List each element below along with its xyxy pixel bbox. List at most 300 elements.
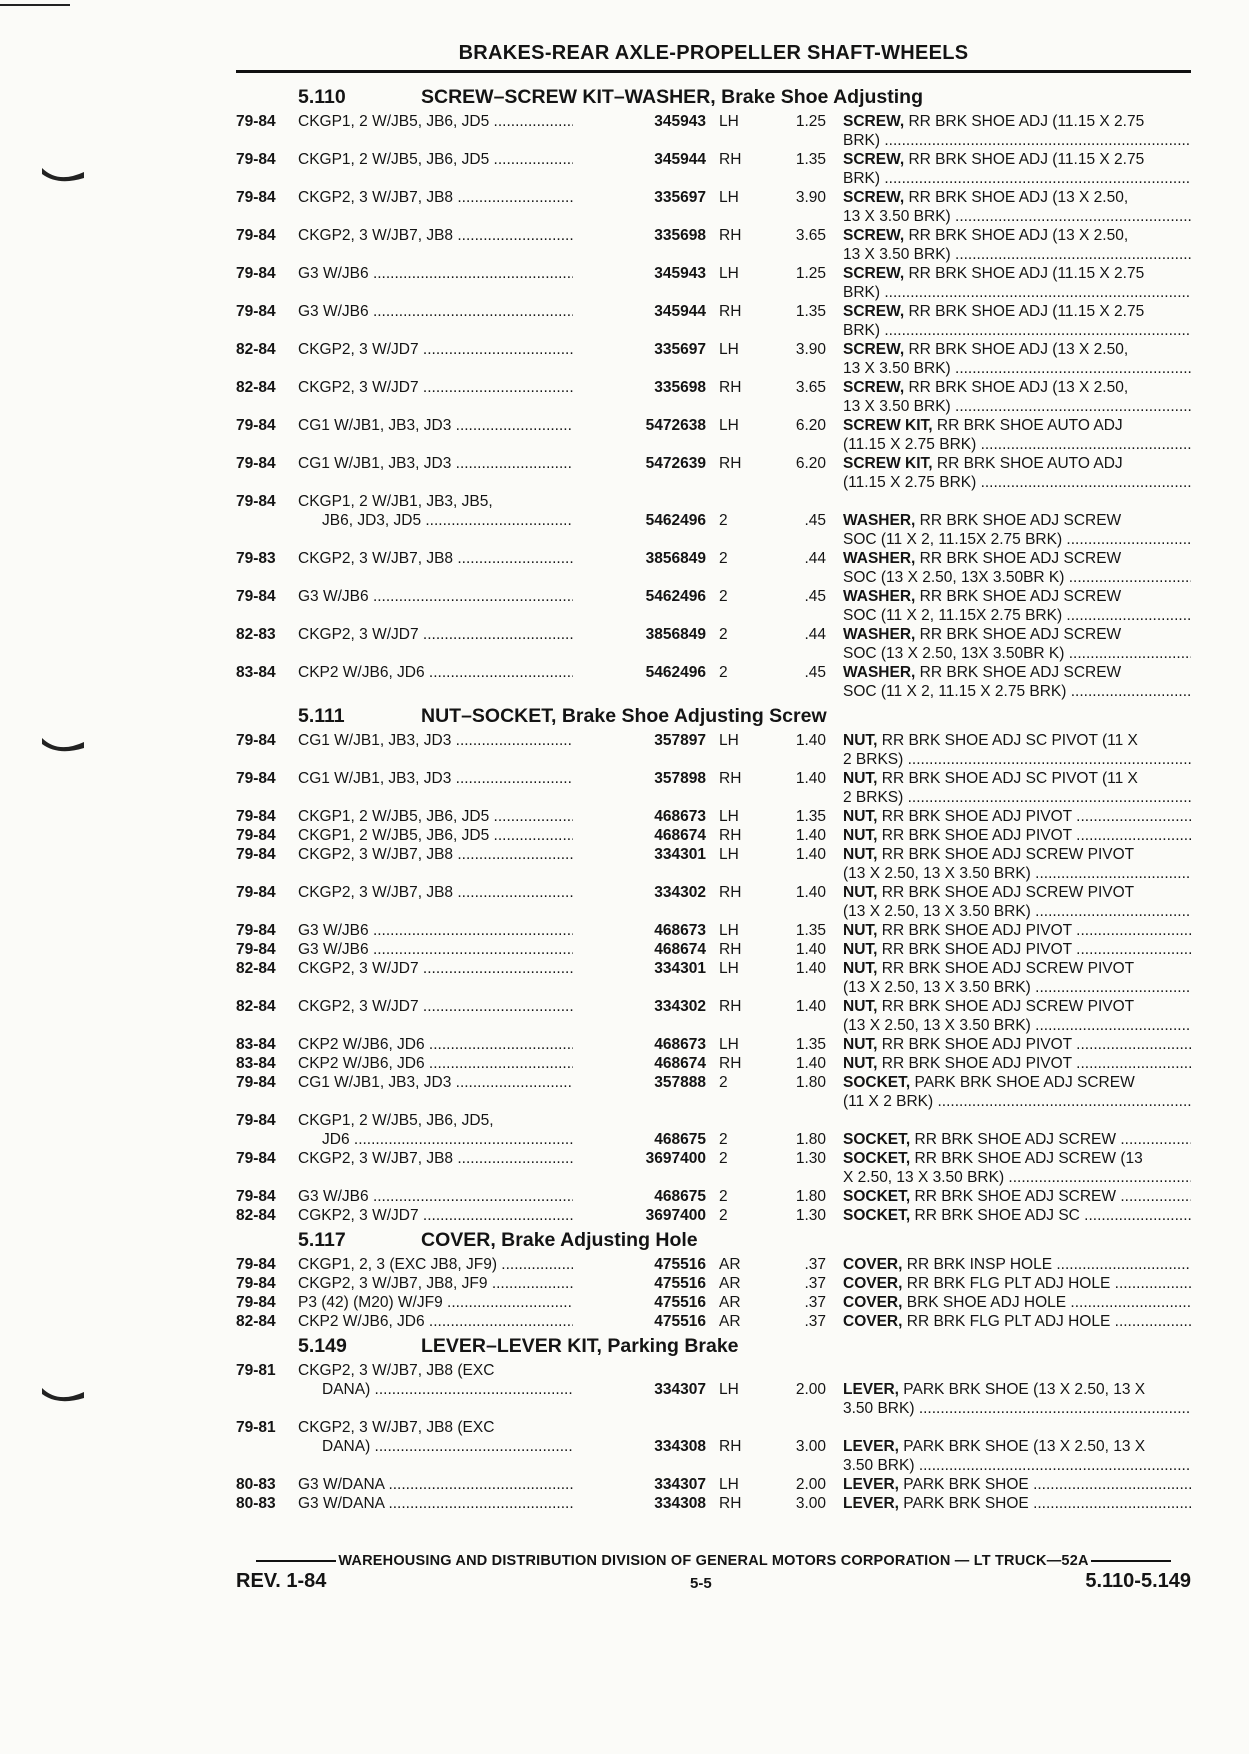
description-keyword: COVER, xyxy=(843,1313,903,1330)
application-line: CKGP2, 3 W/JD7 ..... xyxy=(298,378,573,397)
part-number: 345944 xyxy=(654,151,706,168)
description xyxy=(843,1206,1191,1225)
table-row xyxy=(236,112,1191,150)
description xyxy=(843,845,1191,883)
quantity: 2 xyxy=(719,588,728,605)
model-years: 82-83 xyxy=(236,626,276,643)
application xyxy=(298,1361,573,1399)
part-number: 335698 xyxy=(654,379,706,396)
table-row xyxy=(236,264,1191,302)
description-line xyxy=(843,826,1191,845)
description-keyword: WASHER, xyxy=(843,550,916,567)
description-text: RR BRK SHOE ADJ SCREW PIVOT xyxy=(881,884,1135,901)
application xyxy=(298,769,573,788)
quantity: AR xyxy=(719,1256,741,1273)
application-line: JD6 ..... xyxy=(298,1130,573,1149)
description-keyword: SOCKET, xyxy=(843,1150,911,1167)
description-text: PARK BRK SHOE xyxy=(903,1495,1029,1512)
price: .44 xyxy=(804,626,826,643)
description xyxy=(843,959,1191,997)
description-keyword: NUT, xyxy=(843,884,878,901)
description-line xyxy=(843,340,1191,359)
description-text: RR BRK SHOE ADJ PIVOT xyxy=(881,808,1072,825)
quantity: LH xyxy=(719,808,739,825)
description-text: RR BRK SHOE ADJ SCREW xyxy=(919,588,1122,605)
description-text: RR BRK SHOE ADJ SCREW PIVOT xyxy=(881,998,1135,1015)
description-keyword: SOCKET, xyxy=(843,1207,911,1224)
quantity: RH xyxy=(719,884,742,901)
part-number: 335697 xyxy=(654,341,706,358)
price: 1.40 xyxy=(795,846,826,863)
description xyxy=(843,1073,1191,1111)
description-text: RR BRK SHOE ADJ PIVOT xyxy=(881,922,1072,939)
description-line xyxy=(843,435,1191,454)
description-text: 3.50 BRK) xyxy=(843,1457,915,1474)
description-line xyxy=(843,1168,1191,1187)
binder-hole-icon xyxy=(40,162,86,184)
price: 1.40 xyxy=(795,1055,826,1072)
description-text: RR BRK INSP HOLE xyxy=(906,1256,1053,1273)
quantity: LH xyxy=(719,922,739,939)
application-line: CGKP2, 3 W/JD7 ..... xyxy=(298,1206,573,1225)
model-years: 83-84 xyxy=(236,1036,276,1053)
price: 1.40 xyxy=(795,960,826,977)
binder-hole-icon xyxy=(40,1382,86,1404)
description-keyword: SCREW KIT, xyxy=(843,417,933,434)
description-text: PARK BRK SHOE (13 X 2.50, 13 X xyxy=(903,1438,1146,1455)
description-line xyxy=(843,283,1191,302)
model-years: 79-84 xyxy=(236,1150,276,1167)
model-years: 83-84 xyxy=(236,1055,276,1072)
description-line xyxy=(843,1149,1191,1168)
application xyxy=(298,492,573,530)
description-line xyxy=(843,359,1191,378)
section-title: COVER, Brake Adjusting Hole xyxy=(421,1229,698,1251)
description-keyword: COVER, xyxy=(843,1275,903,1292)
application-line: JB6, JD3, JD5 ..... xyxy=(298,511,573,530)
table-row xyxy=(236,1361,1191,1418)
description-line xyxy=(843,473,1191,492)
application xyxy=(298,1111,573,1149)
description-text: 2 BRKS) xyxy=(843,751,904,768)
page-header: BRAKES-REAR AXLE-PROPELLER SHAFT-WHEELS xyxy=(458,42,969,64)
description-text: 13 X 3.50 BRK) xyxy=(843,360,951,377)
description xyxy=(843,731,1191,769)
quantity: 2 xyxy=(719,1131,728,1148)
application xyxy=(298,1293,573,1312)
model-years: 82-84 xyxy=(236,998,276,1015)
description-line xyxy=(843,682,1191,701)
description-line xyxy=(843,807,1191,826)
application xyxy=(298,264,573,283)
table-row xyxy=(236,625,1191,663)
table-row xyxy=(236,807,1191,826)
description-keyword: NUT, xyxy=(843,732,878,749)
description-line xyxy=(843,454,1191,473)
quantity: RH xyxy=(719,303,742,320)
description-text: RR BRK SHOE AUTO ADJ xyxy=(936,455,1123,472)
description-line xyxy=(843,1399,1191,1418)
description-keyword: SCREW, xyxy=(843,151,905,168)
model-years: 79-84 xyxy=(236,1294,276,1311)
binder-hole-icon xyxy=(40,732,86,754)
section-number: 5.111 xyxy=(298,705,345,727)
model-years: 79-84 xyxy=(236,493,276,510)
application xyxy=(298,454,573,473)
description-line xyxy=(843,750,1191,769)
description-line xyxy=(843,864,1191,883)
price: 6.20 xyxy=(795,455,826,472)
application xyxy=(298,1312,573,1331)
part-number: 334302 xyxy=(654,884,706,901)
description-text: PARK BRK SHOE ADJ SCREW xyxy=(914,1074,1135,1091)
description-keyword: SCREW, xyxy=(843,189,905,206)
price: 1.35 xyxy=(795,808,826,825)
price: 3.00 xyxy=(795,1495,826,1512)
table-row xyxy=(236,340,1191,378)
description-keyword: SOCKET, xyxy=(843,1074,911,1091)
part-number: 334308 xyxy=(654,1438,706,1455)
description-text: RR BRK SHOE ADJ SC PIVOT (11 X xyxy=(881,732,1138,749)
part-number: 357888 xyxy=(654,1074,706,1091)
model-years: 79-84 xyxy=(236,189,276,206)
application-line: CKP2 W/JB6, JD6 ..... xyxy=(298,1312,573,1331)
application xyxy=(298,1187,573,1206)
section-heading xyxy=(236,701,1191,731)
application-line: CKGP2, 3 W/JD7 ..... xyxy=(298,625,573,644)
quantity: LH xyxy=(719,846,739,863)
description xyxy=(843,302,1191,340)
application-line: CKGP1, 2 W/JB5, JB6, JD5 ..... xyxy=(298,150,573,169)
price: 1.40 xyxy=(795,770,826,787)
description-line xyxy=(843,788,1191,807)
description-text: BRK) xyxy=(843,322,881,339)
description-text: RR BRK SHOE ADJ SCREW xyxy=(919,626,1122,643)
parts-catalog xyxy=(236,82,1191,1513)
quantity: LH xyxy=(719,189,739,206)
description-line xyxy=(843,769,1191,788)
application-line: CKGP2, 3 W/JB7, JB8 ..... xyxy=(298,1149,573,1168)
description xyxy=(843,1130,1191,1149)
model-years: 79-84 xyxy=(236,265,276,282)
part-number: 334302 xyxy=(654,998,706,1015)
table-row xyxy=(236,959,1191,997)
application xyxy=(298,226,573,245)
table-row xyxy=(236,587,1191,625)
description-line xyxy=(843,112,1191,131)
description xyxy=(843,264,1191,302)
application-line: CKGP1, 2, 3 (EXC JB8, JF9) ..... xyxy=(298,1255,573,1274)
section-heading xyxy=(236,1331,1191,1361)
description-text: BRK) xyxy=(843,284,881,301)
application xyxy=(298,1255,573,1274)
description xyxy=(843,416,1191,454)
application-line: CKGP1, 2 W/JB1, JB3, JB5, xyxy=(298,493,493,510)
price: 1.30 xyxy=(795,1150,826,1167)
section-title: NUT–SOCKET, Brake Shoe Adjusting Screw xyxy=(421,705,827,727)
description-text: RR BRK SHOE ADJ SCREW xyxy=(919,664,1122,681)
table-row xyxy=(236,1149,1191,1187)
description-keyword: LEVER, xyxy=(843,1495,899,1512)
part-number: 3697400 xyxy=(645,1207,706,1224)
description-text: SOC (13 X 2.50, 13X 3.50BR K) xyxy=(843,645,1065,662)
application xyxy=(298,302,573,321)
model-years: 79-84 xyxy=(236,588,276,605)
price: 1.40 xyxy=(795,998,826,1015)
description-text: 13 X 3.50 BRK) xyxy=(843,398,951,415)
model-years: 79-84 xyxy=(236,941,276,958)
table-row xyxy=(236,1475,1191,1494)
quantity: LH xyxy=(719,417,739,434)
description-keyword: SOCKET, xyxy=(843,1131,911,1148)
part-number: 468674 xyxy=(654,827,706,844)
model-years: 83-84 xyxy=(236,664,276,681)
application-line: DANA) ..... xyxy=(298,1380,573,1399)
model-years: 79-81 xyxy=(236,1419,276,1436)
description xyxy=(843,1293,1191,1312)
description-line xyxy=(843,1206,1191,1225)
description-text: RR BRK SHOE ADJ PIVOT xyxy=(881,827,1072,844)
quantity: LH xyxy=(719,960,739,977)
description-line xyxy=(843,397,1191,416)
description xyxy=(843,188,1191,226)
table-row xyxy=(236,1073,1191,1111)
page-number: 5-5 xyxy=(690,1575,712,1592)
description-text: 13 X 3.50 BRK) xyxy=(843,246,951,263)
quantity: RH xyxy=(719,227,742,244)
quantity: LH xyxy=(719,341,739,358)
description xyxy=(843,1149,1191,1187)
application-line: CKP2 W/JB6, JD6 ..... xyxy=(298,1035,573,1054)
table-row xyxy=(236,769,1191,807)
application-line: CKGP1, 2 W/JB5, JB6, JD5 ..... xyxy=(298,807,573,826)
description-line xyxy=(843,1274,1191,1293)
table-row xyxy=(236,845,1191,883)
description xyxy=(843,1437,1191,1475)
quantity: LH xyxy=(719,1381,739,1398)
description xyxy=(843,1054,1191,1073)
description-line xyxy=(843,169,1191,188)
quantity: RH xyxy=(719,827,742,844)
description-line xyxy=(843,150,1191,169)
table-row xyxy=(236,1312,1191,1331)
section-number: 5.149 xyxy=(298,1335,347,1357)
description-keyword: SOCKET, xyxy=(843,1188,911,1205)
part-number: 3697400 xyxy=(645,1150,706,1167)
model-years: 79-84 xyxy=(236,1112,276,1129)
application xyxy=(298,826,573,845)
description-text: PARK BRK SHOE xyxy=(903,1476,1029,1493)
part-number: 357898 xyxy=(654,770,706,787)
application-line: CG1 W/JB1, JB3, JD3 ..... xyxy=(298,1073,573,1092)
application-line: CKGP2, 3 W/JD7 ..... xyxy=(298,340,573,359)
part-number: 345943 xyxy=(654,265,706,282)
description-line xyxy=(843,625,1191,644)
application xyxy=(298,112,573,131)
application xyxy=(298,1206,573,1225)
section-title: LEVER–LEVER KIT, Parking Brake xyxy=(421,1335,739,1357)
price: 1.80 xyxy=(795,1074,826,1091)
price: 1.35 xyxy=(795,151,826,168)
description-line xyxy=(843,302,1191,321)
price: .37 xyxy=(804,1275,826,1292)
table-row xyxy=(236,826,1191,845)
description xyxy=(843,1035,1191,1054)
section-number: 5.117 xyxy=(298,1229,346,1251)
description-keyword: SCREW, xyxy=(843,265,905,282)
application-line: CG1 W/JB1, JB3, JD3 ..... xyxy=(298,769,573,788)
description-text: SOC (11 X 2, 11.15X 2.75 BRK) xyxy=(843,531,1063,548)
application xyxy=(298,940,573,959)
quantity: LH xyxy=(719,1476,739,1493)
application-line: DANA) ..... xyxy=(298,1437,573,1456)
part-number: 468673 xyxy=(654,1036,706,1053)
description-line xyxy=(843,1380,1191,1399)
application xyxy=(298,150,573,169)
application-line: CKP2 W/JB6, JD6 ..... xyxy=(298,663,573,682)
table-row xyxy=(236,549,1191,587)
description-line xyxy=(843,264,1191,283)
description-text: X 2.50, 13 X 3.50 BRK) xyxy=(843,1169,1005,1186)
application xyxy=(298,1418,573,1456)
description-text: (13 X 2.50, 13 X 3.50 BRK) xyxy=(843,1017,1031,1034)
part-number: 334307 xyxy=(654,1381,706,1398)
header-rule xyxy=(236,70,1191,73)
quantity: RH xyxy=(719,941,742,958)
application-line: CKGP2, 3 W/JB7, JB8 ..... xyxy=(298,883,573,902)
part-number: 345943 xyxy=(654,113,706,130)
description-text: (13 X 2.50, 13 X 3.50 BRK) xyxy=(843,979,1031,996)
description-text: RR BRK SHOE ADJ (11.15 X 2.75 xyxy=(908,151,1145,168)
quantity: AR xyxy=(719,1313,741,1330)
description-text: RR BRK SHOE ADJ SCREW xyxy=(919,512,1122,529)
table-row xyxy=(236,940,1191,959)
description-keyword: COVER, xyxy=(843,1256,903,1273)
description xyxy=(843,150,1191,188)
application xyxy=(298,1494,573,1513)
model-years: 80-83 xyxy=(236,1476,276,1493)
description-keyword: COVER, xyxy=(843,1294,903,1311)
description xyxy=(843,826,1191,845)
description-text: RR BRK SHOE ADJ SCREW PIVOT xyxy=(881,846,1135,863)
description xyxy=(843,549,1191,587)
part-number: 468675 xyxy=(654,1188,706,1205)
application xyxy=(298,1035,573,1054)
description-text: RR BRK SHOE ADJ (11.15 X 2.75 xyxy=(908,265,1145,282)
quantity: RH xyxy=(719,379,742,396)
application xyxy=(298,1073,573,1092)
model-years: 79-84 xyxy=(236,1188,276,1205)
description-keyword: NUT, xyxy=(843,998,878,1015)
application xyxy=(298,663,573,682)
description-line xyxy=(843,1092,1191,1111)
description xyxy=(843,454,1191,492)
description-line xyxy=(843,845,1191,864)
description-line xyxy=(843,1255,1191,1274)
part-number: 334307 xyxy=(654,1476,706,1493)
price: 1.25 xyxy=(795,113,826,130)
description-text: RR BRK FLG PLT ADJ HOLE xyxy=(906,1275,1111,1292)
price: .45 xyxy=(804,512,826,529)
application-line: G3 W/DANA ..... xyxy=(298,1494,573,1513)
part-number: 334301 xyxy=(654,846,706,863)
application-line: CG1 W/JB1, JB3, JD3 ..... xyxy=(298,416,573,435)
description-text: RR BRK SHOE ADJ SC PIVOT (11 X xyxy=(881,770,1138,787)
description-text: (13 X 2.50, 13 X 3.50 BRK) xyxy=(843,903,1031,920)
table-row xyxy=(236,378,1191,416)
application xyxy=(298,416,573,435)
description-line xyxy=(843,549,1191,568)
table-row xyxy=(236,1418,1191,1475)
application-line: CKGP2, 3 W/JB7, JB8 ..... xyxy=(298,549,573,568)
table-row xyxy=(236,150,1191,188)
description-keyword: LEVER, xyxy=(843,1476,899,1493)
table-row xyxy=(236,1274,1191,1293)
description-line xyxy=(843,1494,1191,1513)
description-keyword: WASHER, xyxy=(843,588,916,605)
application xyxy=(298,378,573,397)
table-row xyxy=(236,416,1191,454)
application xyxy=(298,959,573,978)
quantity: RH xyxy=(719,455,742,472)
part-number: 5462496 xyxy=(645,588,706,605)
model-years: 79-84 xyxy=(236,808,276,825)
model-years: 79-84 xyxy=(236,1074,276,1091)
price: 3.90 xyxy=(795,341,826,358)
quantity: RH xyxy=(719,1055,742,1072)
description-text: RR BRK SHOE ADJ (13 X 2.50, xyxy=(908,189,1129,206)
description-keyword: NUT, xyxy=(843,846,878,863)
price: .37 xyxy=(804,1256,826,1273)
description-line xyxy=(843,587,1191,606)
application xyxy=(298,340,573,359)
description-line xyxy=(843,883,1191,902)
description-keyword: NUT, xyxy=(843,941,878,958)
quantity: 2 xyxy=(719,626,728,643)
table-row xyxy=(236,454,1191,492)
corner-mark xyxy=(0,4,70,6)
price: 1.25 xyxy=(795,265,826,282)
table-row xyxy=(236,997,1191,1035)
description-text: RR BRK SHOE ADJ SC xyxy=(914,1207,1080,1224)
model-years: 82-84 xyxy=(236,1313,276,1330)
table-row xyxy=(236,1206,1191,1225)
table-row xyxy=(236,1111,1191,1149)
part-number: 5472638 xyxy=(645,417,706,434)
description xyxy=(843,1475,1191,1494)
description-line xyxy=(843,1312,1191,1331)
part-number: 345944 xyxy=(654,303,706,320)
quantity: LH xyxy=(719,265,739,282)
table-row xyxy=(236,1293,1191,1312)
part-number: 3856849 xyxy=(645,550,706,567)
quantity: RH xyxy=(719,770,742,787)
description-line xyxy=(843,321,1191,340)
description-line xyxy=(843,1475,1191,1494)
application xyxy=(298,845,573,864)
application xyxy=(298,921,573,940)
application-line: G3 W/JB6 ..... xyxy=(298,302,573,321)
description-line xyxy=(843,245,1191,264)
application-line: CKGP2, 3 W/JB7, JB8, JF9 ..... xyxy=(298,1274,573,1293)
part-number: 468674 xyxy=(654,941,706,958)
description-keyword: NUT, xyxy=(843,770,878,787)
description-text: RR BRK SHOE ADJ PIVOT xyxy=(881,941,1072,958)
section-heading xyxy=(236,82,1191,112)
price: .44 xyxy=(804,550,826,567)
application xyxy=(298,549,573,568)
description xyxy=(843,587,1191,625)
